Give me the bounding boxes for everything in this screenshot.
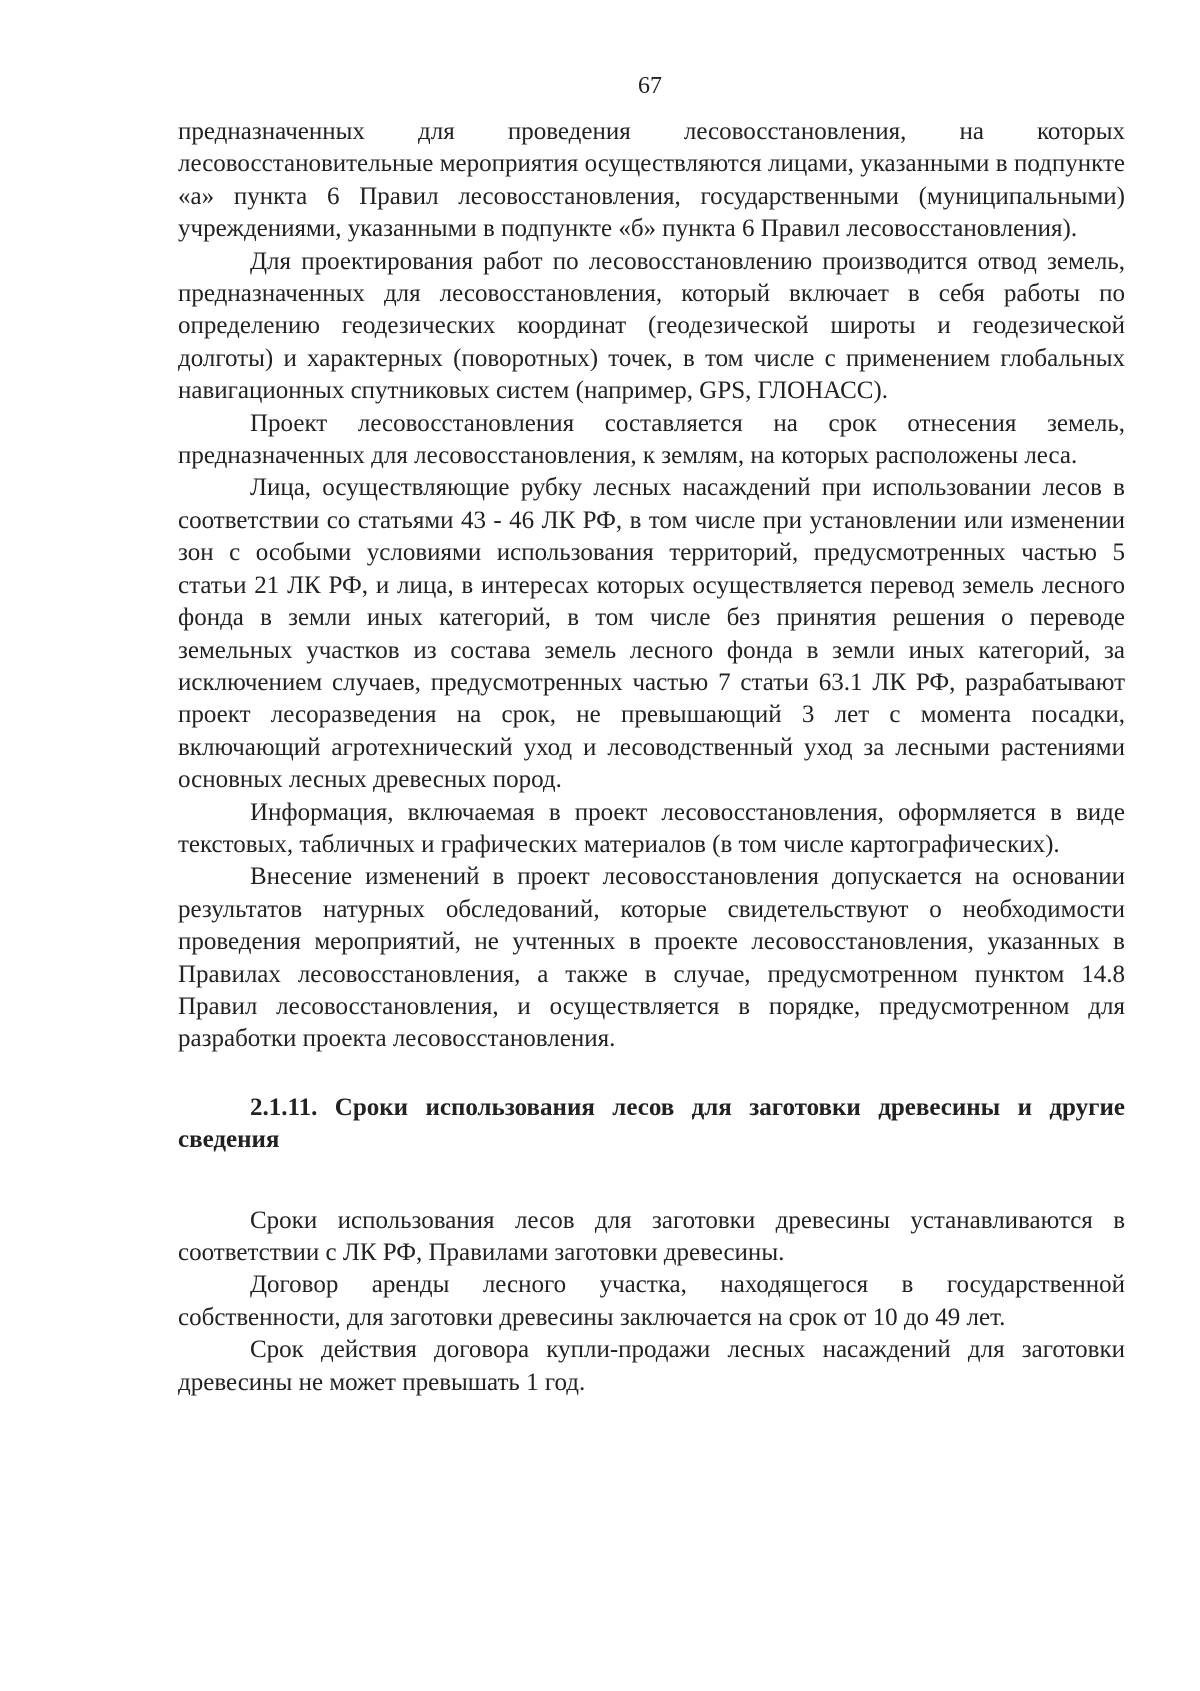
- paragraph-land-allotment: Для проектирования работ по лесовосстановлению производится отвод земель, предназначенных для лесовосстановления, который включает в себя работы по определению геодезических координат (геодезической широты и геодезической долготы) и характерных (поворотных) точек, в том числе с применением глобальных навигационных спутниковых систем (например, GPS, ГЛОНАСС).: [178, 247, 1125, 405]
- paragraph-project-changes: Внесение изменений в проект лесовосстановления допускается на основании результатов натурных обследований, которые свидетельствуют о необходимости проведения мероприятий, не учтенных в проекте лесовосстановления, указанных в Правилах лесовосстановления, а также в случае, предусмотренном пунктом 14.8 Правил лесовосстановления, и осуществляется в порядке, предусмотренном для разработки проекта лесовосстановления.: [178, 863, 1125, 1053]
- paragraph-continuation: предназначенных для проведения лесовосстановления, на которых лесовосстановительные мероприятия осуществляются лицами, указанными в подпункте «а» пункта 6 Правил лесовосстановления, государственными (муниципальными) учреждениями, указанными в подпункте «б» пункта 6 Правил лесовосстановления).: [178, 118, 1125, 243]
- paragraph-afforestation-project: Лица, осуществляющие рубку лесных насаждений при использовании лесов в соответствии со статьями 43 - 46 ЛК РФ, в том числе при установлении или изменении зон с особыми условиями использования территорий, предусмотренных частью 5 статьи 21 ЛК РФ, и лица, в интересах которых осуществляется перевод земель лесного фонда в земли иных категорий, в том числе без принятия решения о переводе земельных участков из состава земель лесного фонда в земли иных категорий, за исключением случаев, предусмотренных частью 7 статьи 63.1 ЛК РФ, разрабатывают проект лесоразведения на срок, не превышающий 3 лет с момента посадки, включающий агротехнический уход и лесоводственный уход за лесными растениями основных лесных древесных пород.: [178, 474, 1125, 794]
- paragraph-project-information: Информация, включаемая в проект лесовосстановления, оформляется в виде текстовых, табличных и графических материалов (в том числе картографических).: [178, 798, 1125, 858]
- paragraph-lease-term: Договор аренды лесного участка, находящегося в государственной собственности, для заготовки древесины заключается на срок от 10 до 49 лет.: [178, 1271, 1125, 1331]
- paragraph-sale-contract-term: Срок действия договора купли-продажи лесных насаждений для заготовки древесины не может превышать 1 год.: [178, 1336, 1125, 1396]
- paragraph-project-term: Проект лесовосстановления составляется на срок отнесения земель, предназначенных для лесовосстановления, к землям, на которых расположены леса.: [178, 409, 1125, 470]
- paragraph-harvest-terms: Сроки использования лесов для заготовки древесины устанавливаются в соответствии с ЛК РФ, Правилами заготовки древесины.: [178, 1206, 1125, 1266]
- document-body: [178, 116, 1125, 1399]
- page-number: 67: [638, 73, 662, 99]
- section-heading: 2.1.11. Сроки использования лесов для заготовки древесины и другие сведения: [178, 1093, 1125, 1154]
